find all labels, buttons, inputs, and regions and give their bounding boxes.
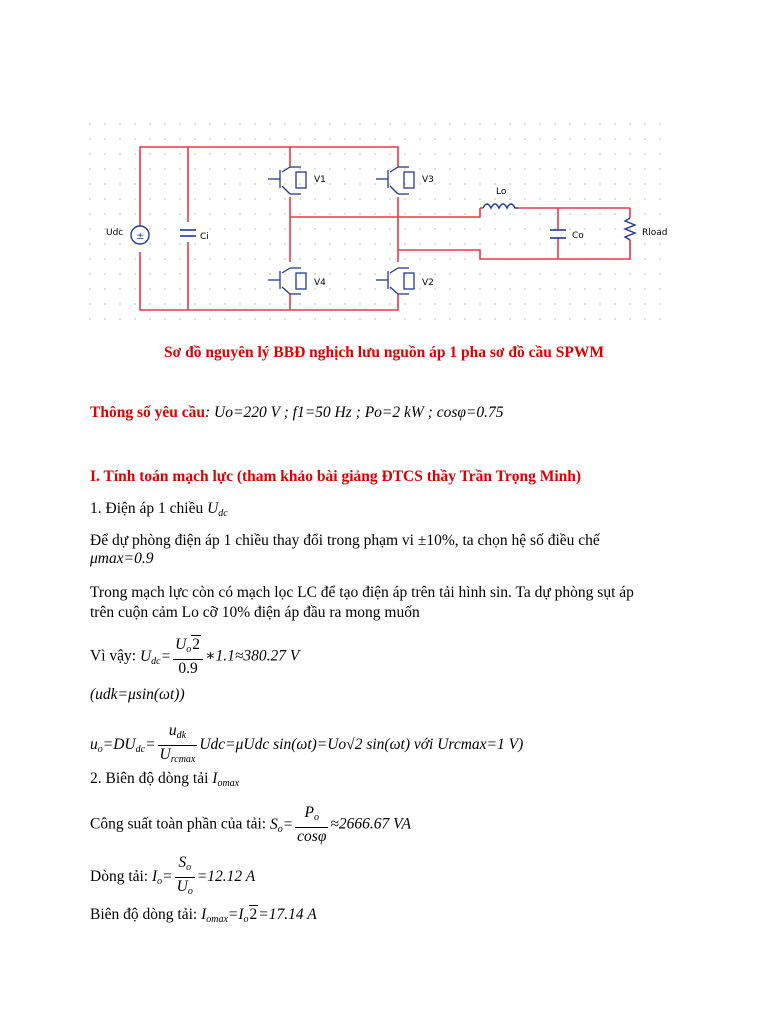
so-fraction: $\frac{P_o}{\cos\varphi}$: [297, 804, 327, 845]
para1-line2: [90, 550, 153, 568]
grid-background: [88, 122, 674, 330]
udk-equation: [90, 686, 185, 704]
item2-heading: 2. Biên độ dòng tải $I_{omax}$: [90, 770, 240, 789]
rload-label: Rload: [642, 228, 668, 238]
circuit-diagram: [88, 122, 674, 330]
so-equation: Công suất toàn phần của tải: $S_o=$ $\frac{P_o}{\cos\varphi}$ ≈2666.67 VA: [90, 804, 411, 845]
uo-equation: $u_o=DU_{dc}=$ $\frac{u_{dk}}{U_{rcmax}}$ Udc=μUdc sin(ωt)=Uo√2 sin(ωt) với Urcmax=1 V): [90, 722, 523, 769]
ci-label: Ci: [200, 232, 209, 242]
circuit-caption: Sơ đồ nguyên lý BBĐ nghịch lưu nguồn áp 1 pha sơ đồ cầu SPWM: [164, 344, 604, 361]
para1-line1: Để dự phòng điện áp 1 chiều thay đổi trong phạm vi ±10%, ta chọn hệ số điều chế: [90, 532, 600, 549]
udc-label: Udc: [106, 228, 124, 238]
udc-source: [131, 226, 149, 244]
item2-title: 2. Biên độ dòng tải: [90, 770, 209, 787]
io-prefix: Dòng tải:: [90, 868, 149, 886]
section1-title: I. Tính toán mạch lực (tham khảo bài giảng ĐTCS thầy Trần Trọng Minh): [90, 468, 582, 485]
spec-text: : Uo=220 V ; f1=50 Hz ; Po=2 kW ; cosφ=0.75: [205, 404, 504, 421]
io-fraction: $\frac{S_o}{U_o}$: [176, 854, 193, 897]
svg-text:±: ±: [136, 231, 145, 242]
lo-label: Lo: [496, 187, 507, 197]
v1-label: V1: [314, 175, 326, 185]
io-equation: Dòng tải: $I_o=$ $\frac{S_o}{U_o}$ =12.12 A: [90, 854, 255, 901]
para2-line1: Trong mạch lực còn có mạch lọc LC để tạo điện áp trên tải hình sin. Ta dự phòng sụt áp: [90, 584, 634, 601]
co-label: Co: [572, 231, 584, 241]
v4-label: V4: [314, 278, 326, 288]
item1-symbol: U: [207, 500, 219, 517]
udc-eq-result: ∗1.1≈380.27 V: [205, 647, 300, 665]
uo-eq-result: Udc=μUdc sin(ωt)=Uo√2 sin(ωt) với Urcmax=1 V): [199, 736, 524, 754]
iomax-result: =17.14 A: [258, 906, 317, 923]
so-prefix: Công suất toàn phần của tải:: [90, 815, 267, 833]
v3-label: V3: [422, 175, 434, 185]
v2-label: V2: [422, 278, 434, 288]
udc-eq-prefix: Vì vậy:: [90, 647, 137, 665]
io-result: =12.12 A: [196, 868, 256, 886]
udc-fraction: $\frac{U_o2}{0.9}$: [173, 636, 203, 678]
spec-label: Thông số yêu cầu: [90, 404, 205, 421]
uo-fraction: $\frac{u_{dk}}{U_{rcmax}}$: [159, 722, 196, 765]
iomax-prefix: Biên độ dòng tải:: [90, 906, 198, 923]
para2-line2: trên cuộn cảm Lo cỡ 10% điện áp đầu ra mong muốn: [90, 604, 420, 621]
mu-max-value: μmax=0.9: [90, 550, 154, 567]
item1-heading: [90, 500, 228, 519]
spec-line: [90, 404, 504, 422]
iomax-equation: Biên độ dòng tải: $I_{omax}=I_o2=17.14$ A: [90, 906, 317, 925]
item1-title: 1. Điện áp 1 chiều: [90, 500, 204, 517]
udc-equation: Vì vậy: $U_{dc}=$ $\frac{U_o2}{0.9}$ ∗1.1≈380.27 V: [90, 636, 300, 677]
udk-text: (udk=μsin(ωt)): [90, 686, 185, 703]
item1-sub: dc: [218, 508, 228, 519]
so-result: ≈2666.67 VA: [330, 815, 411, 833]
